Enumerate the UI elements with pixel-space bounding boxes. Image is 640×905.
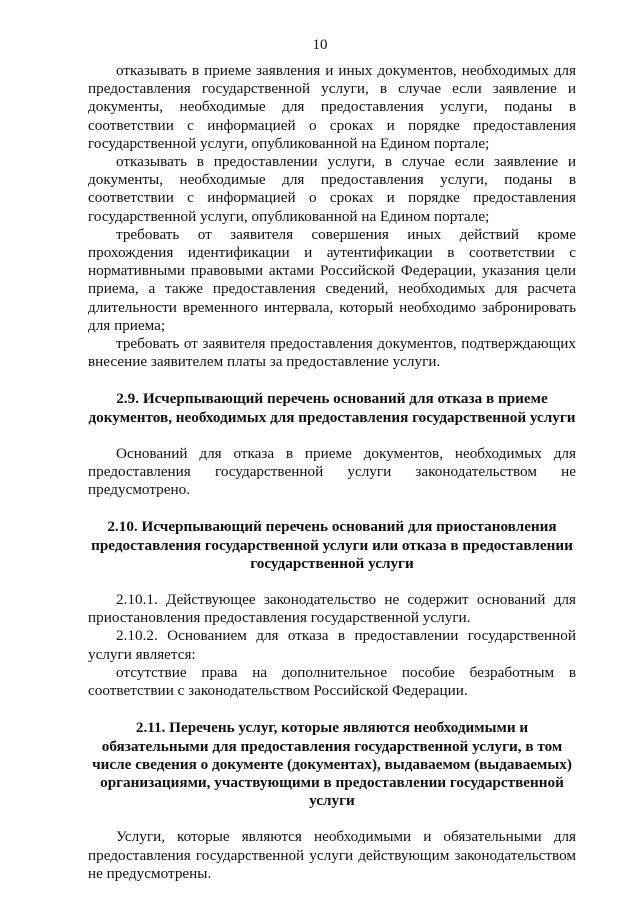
section-2-11-heading: 2.11. Перечень услуг, которые являются необходимыми и обязательными для предоставления государственной услуги, в том числе сведения о документе (документах), выдаваемом (выдаваемых) организациями, участвующими в предоставлении государственной услуги bbox=[92, 719, 572, 810]
section-2-11-body: Услуги, которые являются необходимыми и обязательными для предоставления государственной услуги действующим законодательством не предусмотрены. bbox=[88, 828, 576, 882]
section-2-9-heading: 2.9. Исчерпывающий перечень оснований для отказа в приеме документов, необходимых для предоставления государственной услуги bbox=[88, 390, 576, 426]
section-2-9-body: Оснований для отказа в приеме документов, необходимых для предоставления государственной услуги законодательством не предусмотрено. bbox=[88, 444, 576, 499]
paragraph-refuse-provision: отказывать в предоставлении услуги, в случае если заявление и документы, необходимые для предоставления услуги, поданы в соответствии с информацией о сроках и порядке предоставления государственной услуги, опубликованной на Едином портале; bbox=[88, 153, 576, 225]
paragraph-require-actions: требовать от заявителя совершения иных действий кроме прохождения идентификации и аутентификации в соответствии с нормативными правовыми актами Российской Федерации, указания цели приема, а также предоставления сведений, необходимых для расчета длительности временного интервала, который необходимо забронировать для приема; bbox=[88, 225, 576, 334]
section-2-10-1: 2.10.1. Действующее законодательство не содержит оснований для приостановления предоставления государственной услуги. bbox=[88, 591, 576, 627]
section-2-10-2: 2.10.2. Основанием для отказа в предоставлении государственной услуги является: bbox=[88, 627, 576, 663]
section-2-10-ground: отсутствие права на дополнительное пособие безработным в соответствии с законодательством Российской Федерации. bbox=[88, 663, 576, 700]
paragraph-require-payment-docs: требовать от заявителя предоставления документов, подтверждающих внесение заявителем платы за предоставление услуги. bbox=[88, 335, 576, 371]
page-content bbox=[88, 62, 576, 883]
paragraph-refuse-acceptance: отказывать в приеме заявления и иных документов, необходимых для предоставления государственной услуги, в случае если заявление и документы, необходимые для предоставления услуги, поданы в соответствии с информацией о сроках и порядке предоставления государственной услуги, опубликованной на Едином портале; bbox=[88, 62, 576, 152]
page-number: 10 bbox=[312, 37, 328, 53]
section-2-10-heading: 2.10. Исчерпывающий перечень оснований для приостановления предоставления государственной услуги или отказа в предоставлении государственной услуги bbox=[91, 518, 573, 572]
